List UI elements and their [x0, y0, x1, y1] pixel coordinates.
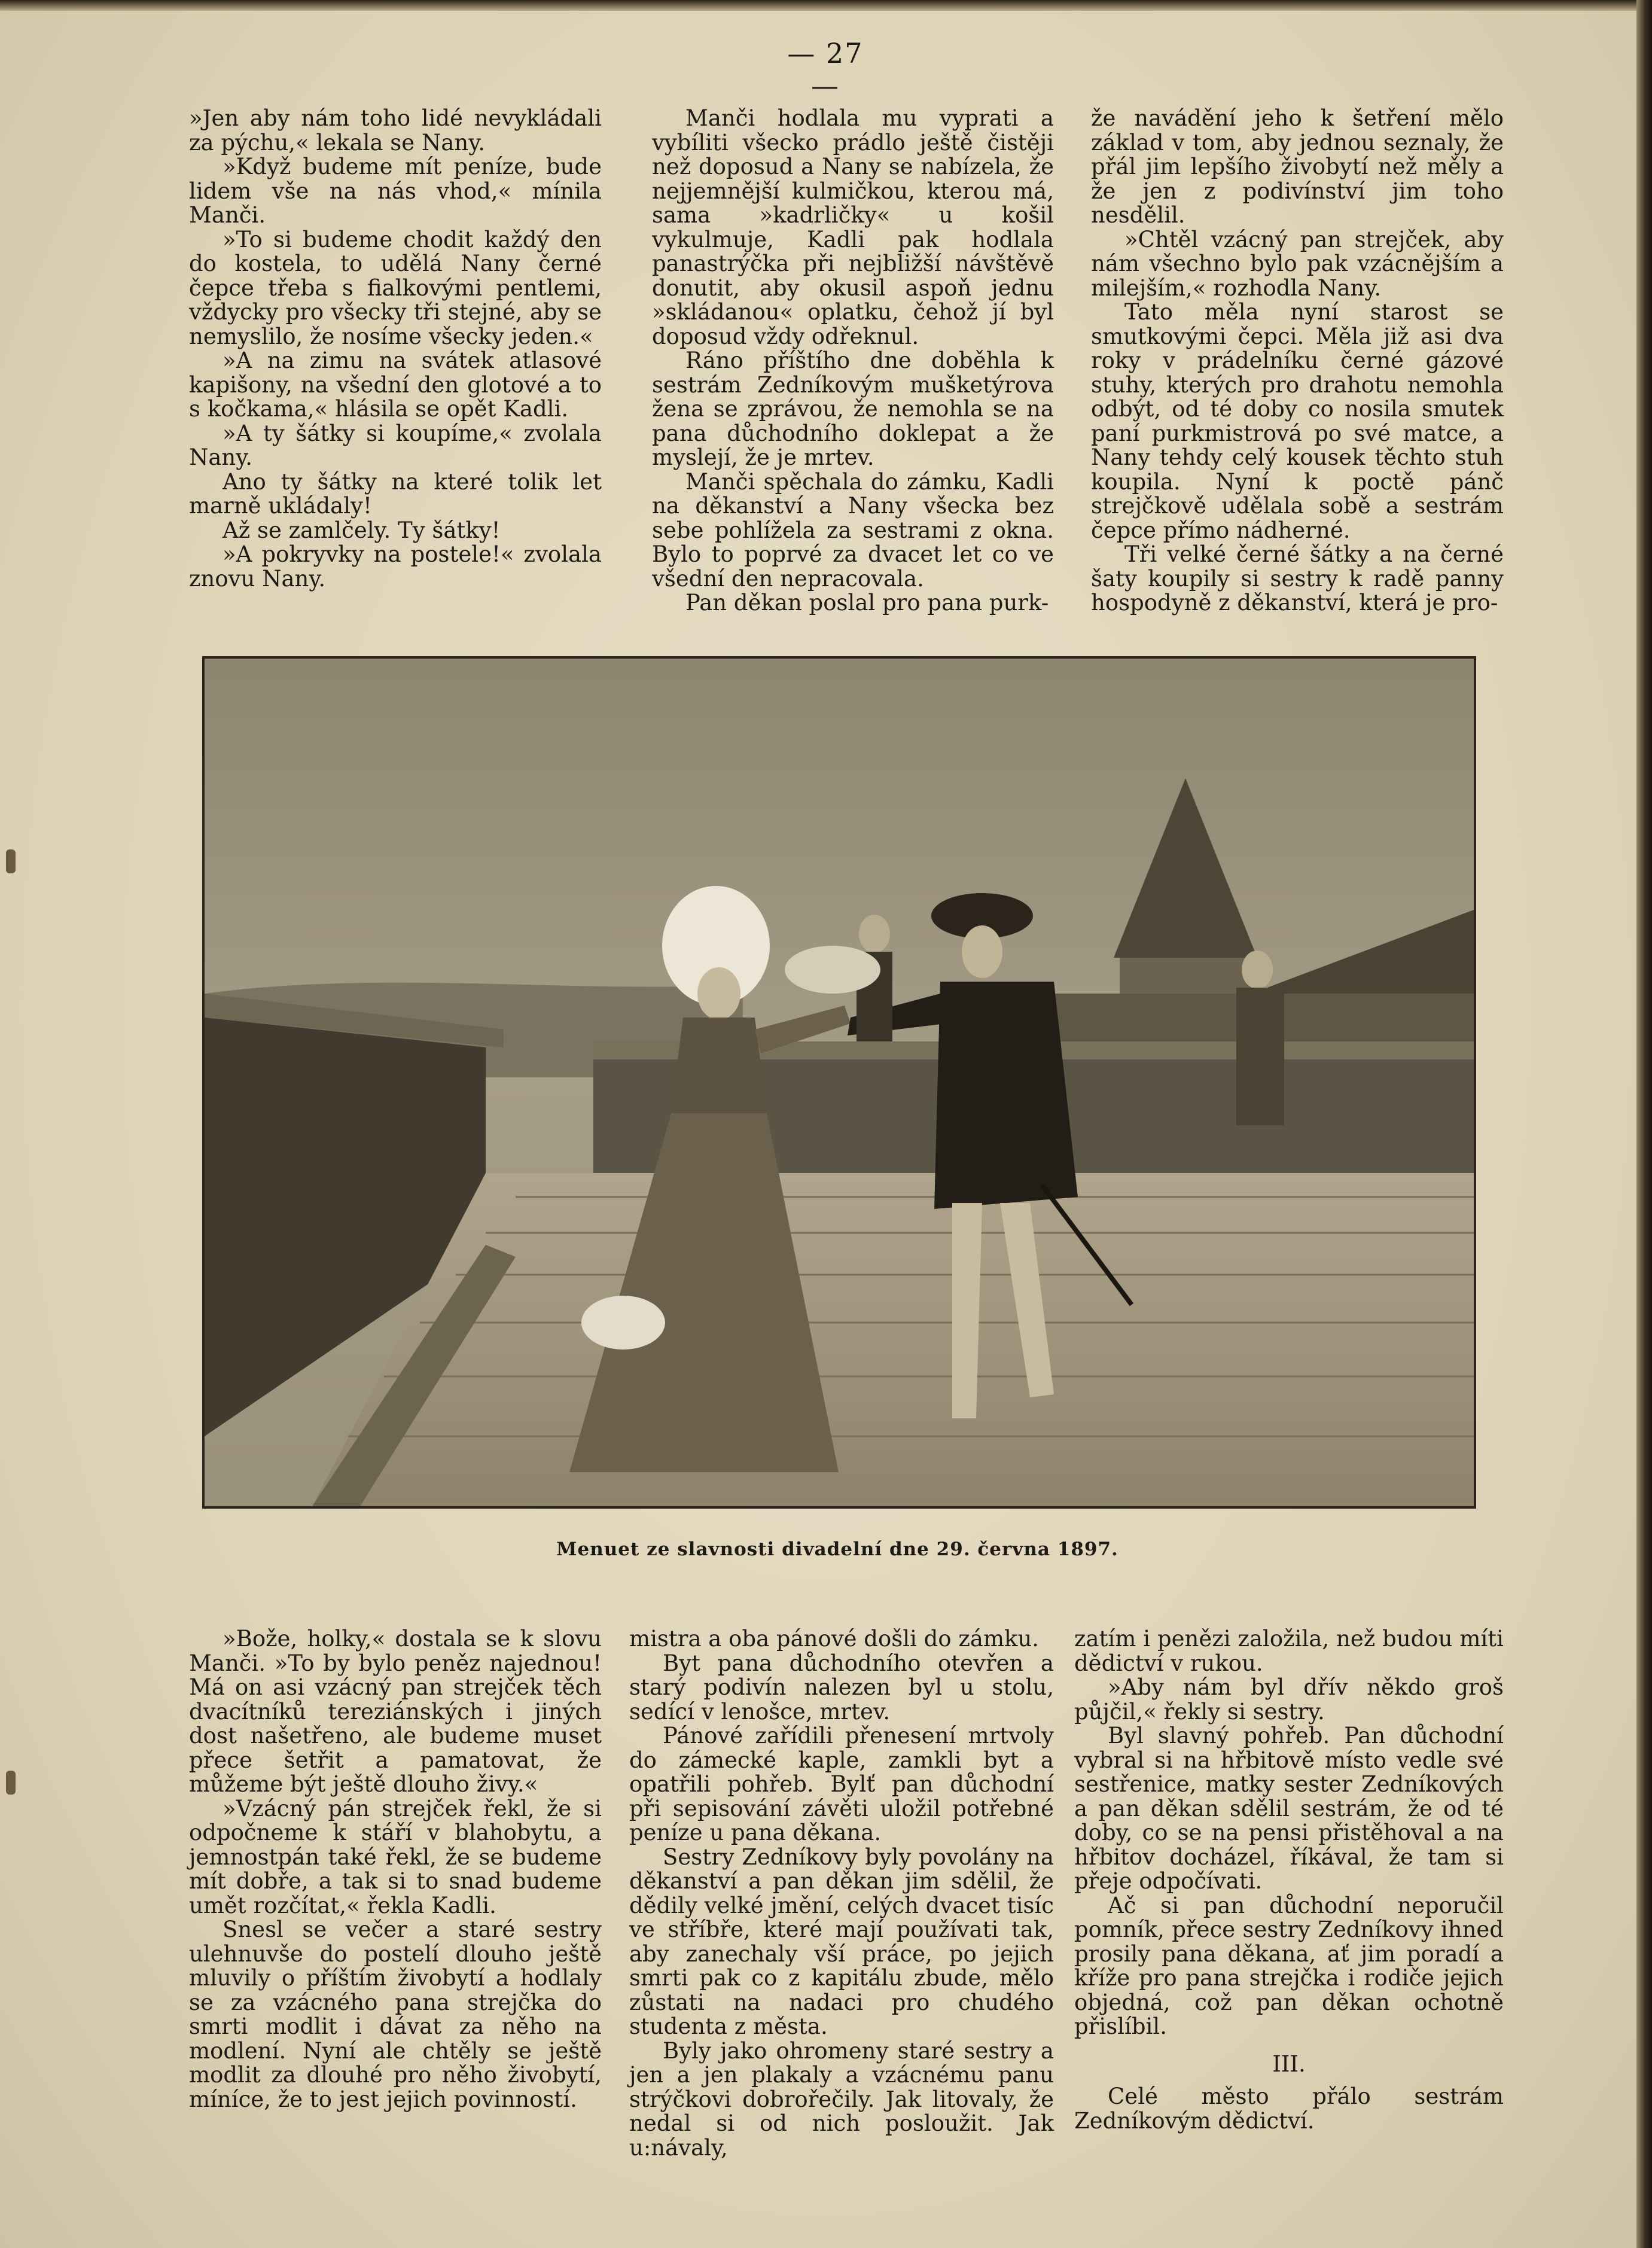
text-column-bottom-left	[189, 1627, 602, 2112]
paper-mark	[6, 849, 16, 873]
paragraph: Sestry Zedníkovy byly povolány na děkanství a pan děkan jim sdělil, že dědily velké jmění, celých dvacet tisíc ve stříbře, které mají používati tak, aby zanechaly vší práce, po jejich smrti pak co z kapitálu zbude, mělo zůstati na nadaci pro chudého studenta z města.	[629, 1844, 1054, 2039]
paragraph: Tři velké černé šátky a na černé šaty koupily si sestry k radě panny hospodyně z děkanství, která je pro-	[1091, 541, 1504, 616]
page-number: — 27 —	[787, 37, 864, 102]
paragraph: »A ty šátky si koupíme,« zvolala Nany.	[189, 420, 602, 470]
text-column-top-middle	[652, 106, 1054, 616]
paragraph: Až se zamlčely. Ty šátky!	[222, 517, 501, 543]
minuet-photograph	[202, 656, 1476, 1509]
text-column-top-right	[1091, 106, 1504, 616]
paragraph: mistra a oba pánové došli do zámku.	[629, 1626, 1040, 1652]
text-column-bottom-right	[1074, 1627, 1504, 2133]
paragraph: »To si budeme chodit každý den do kostela, to udělá Nany černé čepce třeba s fialkovými pentlemi, vždycky pro všecky tři stejné, aby se nemyslilo, že nosíme všecky jeden.«	[189, 226, 602, 349]
paragraph: »Jen aby nám toho lidé nevykládali za pýchu,« lekala se Nany.	[189, 105, 602, 156]
photo-illustration	[205, 659, 1474, 1506]
page-binding-edge	[1636, 0, 1652, 2248]
page-top-edge	[0, 0, 1652, 11]
paragraph: »Aby nám byl dřív někdo groš půjčil,« řekly si sestry.	[1074, 1674, 1504, 1725]
paragraph: »A na zimu na svátek atlasové kapišony, na všední den glotové a to s kočkama,« hlásila se opět Kadli.	[189, 348, 602, 422]
photo-caption: Menuet ze slavnosti divadelní dne 29. června 1897.	[556, 1539, 1118, 1560]
bouquet	[785, 946, 880, 994]
paragraph: Byl slavný pohřeb. Pan důchodní vybral si na hřbitově místo vedle své sestřenice, matky sester Zedníkových a pan děkan sdělil sestrám, že od té doby, co se na pensi přistěhoval a na hřbitov docházel, říkával, že tam si přeje odpočívati.	[1074, 1723, 1504, 1894]
paragraph: Pánové zařídili přenesení mrtvoly do zámecké kaple, zamkli byt a opatřili pohřeb. Bylť pan důchodní při sepisování závěti uložil potřebné peníze u pana děkana.	[629, 1723, 1054, 1845]
paragraph: Ráno příštího dne doběhla k sestrám Zedníkovým mušketýrova žena se zprávou, že nemohla se na pana důchodního doklepat a že myslejí, že je mrtev.	[652, 348, 1054, 470]
paragraph: Byt pana důchodního otevřen a starý podivín nalezen byl u stolu, sedící v lenošce, mrtev.	[629, 1650, 1054, 1725]
paragraph: Tato měla nyní starost se smutkovými čepci. Měla již asi dva roky v prádelníku černé gázové stuhy, kterých pro drahotu nemohla odbýt, od té doby co nosila smutek paní purkmistrová po své matce, a Nany tehdy celý kousek těchto stuh koupila. Nyní k poctě pánč strejčkově udělala sobě a sestrám čepce přímo nádherné.	[1091, 299, 1504, 543]
paragraph: Snesl se večer a staré sestry ulehnuvše do postelí dlouho ještě mluvily o příštím živobytí a hodlaly se za vzácného pana strejčka do smrti modlit i dávat za něho na modlení. Nyní ale chtěly se ještě modlit za dlouhé pro něho živobytí, míníce, že to jest jejich povinností.	[189, 1917, 602, 2112]
paragraph: Celé město přálo sestrám Zedníkovým dědictví.	[1074, 2083, 1504, 2134]
paragraph: Manči hodlala mu vyprati a vybíliti všecko prádlo ještě čistěji než doposud a Nany se nabízela, že nejjemnější kulmičkou, kterou má, sama »kadrličky« u košil vykulmuje, Kadli pak hodlala panastrýčka při nejbližší návštěvě donutit, aby okusil aspoň jednu »skládanou« oplatku, čehož jí byl doposud vždy odřeknul.	[652, 105, 1054, 349]
section-heading: III.	[1272, 2051, 1306, 2077]
paragraph: zatím i penězi založila, než budou míti dědictví v rukou.	[1074, 1626, 1504, 1676]
paragraph: »Vzácný pán strejček řekl, že si odpočneme k stáří v blahobytu, a jemnostpán také řekl, že se budeme mít dobře, a tak si to snad budeme umět rozčítat,« řekla Kadli.	[189, 1795, 602, 1918]
doublet	[934, 982, 1078, 1209]
paragraph: »A pokryvky na postele!« zvolala znovu Nany.	[189, 541, 602, 592]
paragraph: Ano ty šátky na které tolik let marně ukládaly!	[189, 468, 602, 519]
fan	[581, 1296, 665, 1350]
paragraph: Manči spěchala do zámku, Kadli na děkanství a Nany všecka bez sebe pohlížela za sestrami z okna. Bylo to poprvé za dvacet let co ve všední den nepracovala.	[652, 468, 1054, 592]
paragraph: »Bože, holky,« dostala se k slovu Manči. »To by bylo peněz najednou! Má on asi vzácný pan strejček těch dvacítníků tereziánských i jiných dost našetřeno, ale budeme muset přece šetřit a pamatovat, že můžeme být ještě dlouho živy.«	[189, 1626, 602, 1797]
wooden-floor	[312, 1173, 1474, 1506]
paragraph: Ač si pan důchodní neporučil pomník, přece sestry Zedníkovy ihned prosily pana děkana, ať jim poradí a kříže pro pana strejčka i rodiče jejich objedná, což pan děkan ochotně přislíbil.	[1074, 1892, 1504, 2039]
paragraph: »Chtěl vzácný pan strejček, aby nám všechno bylo pak vzácnějším a milejším,« rozhodla Nany.	[1091, 226, 1504, 301]
paper-mark	[6, 1771, 16, 1795]
text-column-top-left	[189, 106, 602, 591]
text-column-bottom-middle	[629, 1627, 1054, 2160]
paragraph: »Když budeme mít peníze, bude lidem vše na nás vhod,« mínila Manči.	[189, 154, 602, 228]
paragraph: Pan děkan poslal pro pana purk-	[685, 590, 1049, 616]
paragraph: Byly jako ohromeny staré sestry a jen a jen plakaly a vzácnému panu strýčkovi dobrořečily. Jak litovaly, že nedal si od nich posloužit. Jak u:návaly,	[629, 2037, 1054, 2161]
paragraph: že navádění jeho k šetření mělo základ v tom, aby jednou seznaly, že přál jim lepšího živobytí než měly a že jen z podivínství jim toho nesdělil.	[1091, 105, 1504, 228]
